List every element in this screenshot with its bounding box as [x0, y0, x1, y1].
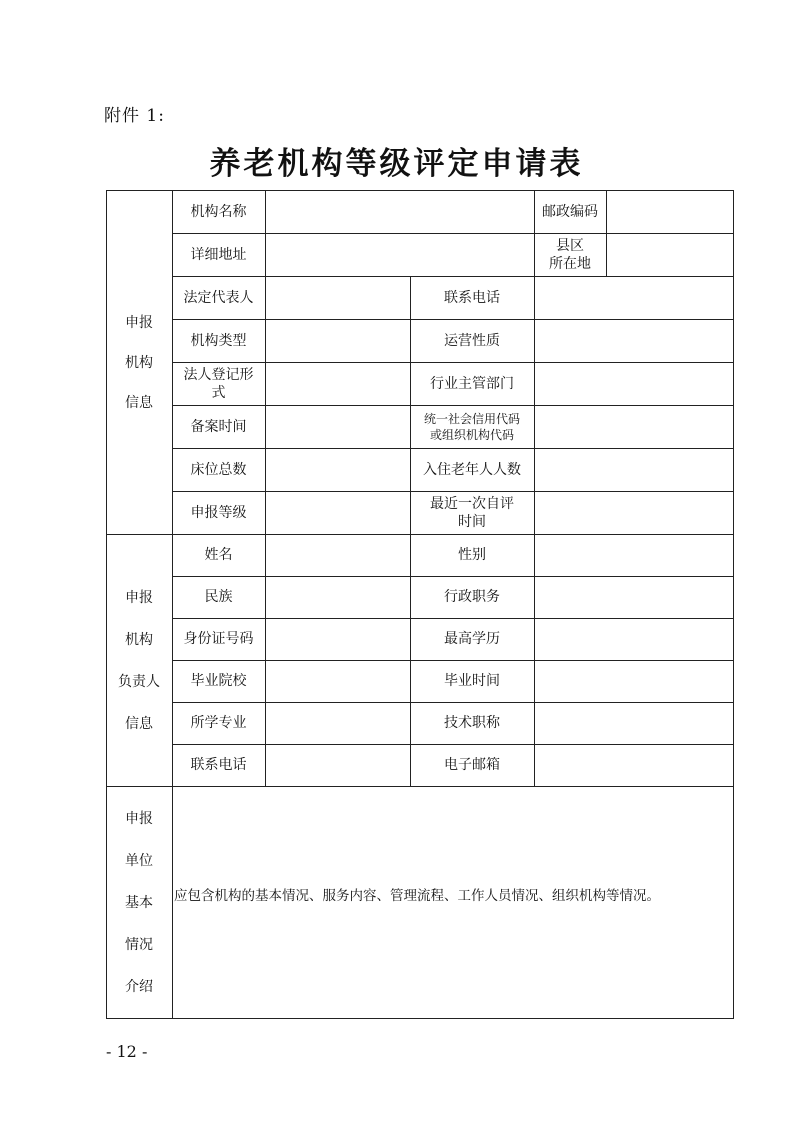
section-label: 申报: [125, 315, 153, 331]
form-title: 养老机构等级评定申请表: [209, 146, 584, 182]
label-contact-phone: 联系电话: [444, 289, 500, 306]
value-institution-name[interactable]: [265, 190, 534, 233]
district-label-line: 所在地: [549, 255, 591, 272]
label-responsible-phone: 联系电话: [190, 757, 247, 773]
label-postal-code: 邮政编码: [542, 203, 598, 220]
label-legal-representative: 法定代表人: [183, 289, 254, 306]
label-registration-form: 法人登记形式: [183, 366, 254, 401]
section-label: 介绍: [125, 979, 153, 995]
label-supervising-department: 行业主管部门: [430, 375, 514, 392]
page-number: - 12 -: [106, 1042, 148, 1061]
label-education: 最高学历: [444, 631, 500, 647]
label-technical-title: 技术职称: [444, 715, 500, 731]
label-email: 电子邮箱: [444, 757, 500, 773]
value-postal-code[interactable]: [606, 190, 734, 233]
institution-values-left[interactable]: [265, 276, 410, 534]
section-label: 信息: [125, 716, 153, 732]
label-name: 姓名: [204, 547, 233, 563]
responsible-values-right[interactable]: [534, 534, 734, 786]
section-label: 机构: [125, 632, 153, 648]
label-id-number: 身份证号码: [183, 631, 254, 647]
label-major: 所学专业: [190, 715, 247, 731]
label-institution-name: 机构名称: [190, 203, 247, 220]
attachment-label: 附件 1:: [104, 106, 165, 126]
value-district[interactable]: [606, 233, 734, 276]
section-line: [106, 786, 734, 787]
label-total-beds: 床位总数: [190, 461, 247, 478]
section-label: 申报: [125, 590, 153, 606]
label-operation-nature: 运营性质: [444, 332, 500, 349]
section-label: 单位: [125, 853, 153, 869]
label-admin-position: 行政职务: [444, 589, 500, 605]
section-label: 机构: [125, 355, 153, 371]
label-graduation-time: 毕业时间: [444, 673, 500, 689]
label-institution-type: 机构类型: [190, 332, 247, 349]
section-label: 情况: [125, 937, 153, 953]
label-graduate-school: 毕业院校: [190, 673, 247, 689]
section-label: 基本: [125, 895, 153, 911]
section-responsible-info: [106, 534, 172, 786]
label-district: [534, 233, 606, 276]
label-applied-grade: 申报等级: [190, 504, 247, 521]
section-label: 信息: [125, 395, 153, 411]
section-label: 申报: [125, 811, 153, 827]
application-form-table: [106, 190, 734, 1019]
overview-description[interactable]: 应包含机构的基本情况、服务内容、管理流程、工作人员情况、组织机构等情况。: [174, 888, 660, 904]
table-border-bottom: [106, 1018, 734, 1019]
institution-values-right[interactable]: [534, 276, 734, 534]
label-address: 详细地址: [190, 246, 247, 263]
section-institution-info: [106, 190, 172, 534]
label-last-self-assessment: 最近一次自评时间: [430, 495, 514, 530]
section-label: 负责人: [118, 674, 160, 690]
label-credit-code: 统一社会信用代码或组织机构代码: [423, 411, 520, 442]
district-label-line: 县区: [556, 237, 584, 254]
section-overview: [106, 786, 172, 1018]
label-resident-count: 入住老年人人数: [423, 461, 521, 478]
value-address[interactable]: [265, 233, 534, 276]
label-filing-time: 备案时间: [190, 418, 247, 435]
label-ethnicity: 民族: [204, 589, 233, 605]
responsible-values-left[interactable]: [265, 534, 410, 786]
label-gender: 性别: [458, 547, 486, 563]
